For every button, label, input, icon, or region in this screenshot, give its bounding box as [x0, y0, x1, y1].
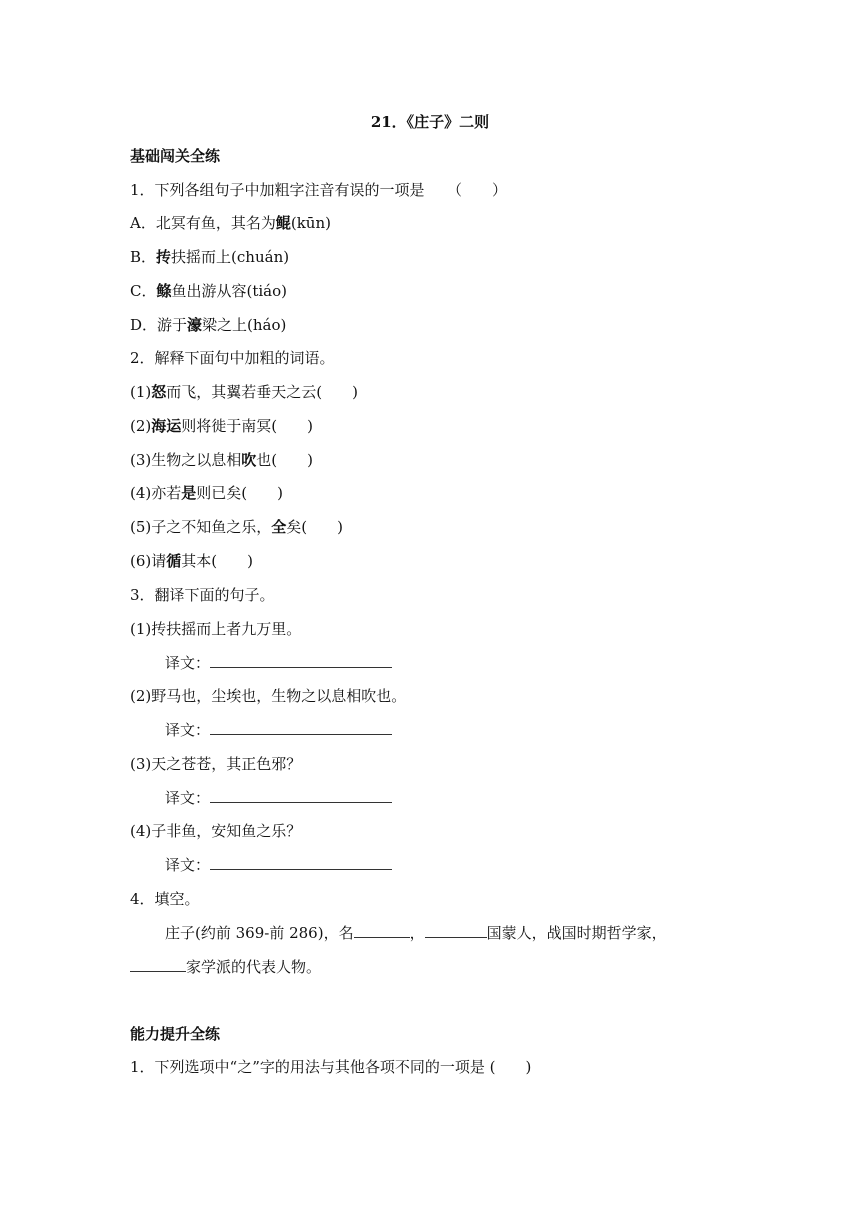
fill-text: 家学派的代表人物。 — [186, 958, 322, 976]
item-text: 则已矣( ) — [196, 484, 283, 502]
item-text: 而飞，其翼若垂天之云( ) — [166, 383, 358, 401]
fill-text: ， — [409, 924, 425, 942]
question-3-sentence-1: (1)抟扶摇而上者九万里。 — [130, 620, 302, 638]
item-text: (5)子之不知鱼之乐， — [130, 518, 272, 536]
bold-char: 抟 — [156, 248, 172, 266]
translation-answer-1 — [165, 653, 392, 673]
section-heading-advanced: 能力提升全练 — [130, 1025, 221, 1043]
answer-label: 译文： — [165, 721, 211, 739]
question-1-stem: 1．下列各组句子中加粗字注音有误的一项是 （ ） — [130, 181, 508, 199]
answer-label: 译文： — [165, 789, 211, 807]
answer-line[interactable] — [210, 788, 392, 803]
answer-line[interactable] — [210, 720, 392, 735]
question-5-stem: 1．下列选项中“之”字的用法与其他各项不同的一项是 ( ) — [130, 1058, 532, 1076]
translation-answer-3 — [165, 788, 392, 808]
question-4-fill-line-1 — [165, 923, 667, 943]
item-text: 矣( ) — [286, 518, 343, 536]
bold-char: 鲦 — [156, 282, 172, 300]
question-1-option-a — [130, 213, 331, 233]
fill-text: 庄子(约前 369-前 286)，名 — [165, 924, 354, 942]
answer-line[interactable] — [210, 653, 392, 668]
option-text: A．北冥有鱼，其名为 — [130, 214, 276, 232]
option-text: 鱼出游从容(tiáo) — [171, 282, 288, 300]
question-2-item-4 — [130, 483, 283, 503]
question-2-item-3 — [130, 450, 313, 470]
question-3-sentence-4: (4)子非鱼，安知鱼之乐？ — [130, 822, 302, 840]
question-1-option-b — [130, 247, 289, 267]
answer-label: 译文： — [165, 856, 211, 874]
question-4-stem: 4．填空。 — [130, 890, 200, 908]
page-title: 21．《庄子》二则 — [370, 113, 490, 131]
question-2-stem: 2．解释下面句中加粗的词语。 — [130, 349, 335, 367]
option-text: 扶摇而上(chuán) — [171, 248, 290, 266]
question-3-stem: 3．翻译下面的句子。 — [130, 586, 275, 604]
bold-char: 濠 — [187, 316, 203, 334]
option-text: 梁之上(háo) — [202, 316, 287, 334]
question-3-sentence-3: (3)天之苍苍，其正色邪？ — [130, 755, 302, 773]
translation-answer-2 — [165, 720, 392, 740]
fill-blank-name[interactable] — [354, 923, 410, 938]
option-text: (kūn) — [290, 214, 331, 232]
item-text: 则将徙于南冥( ) — [181, 417, 313, 435]
item-text: 也( ) — [256, 451, 313, 469]
bold-word: 是 — [181, 484, 197, 502]
item-text: 其本( ) — [181, 552, 253, 570]
section-heading-basic: 基础闯关全练 — [130, 147, 221, 165]
question-2-item-2 — [130, 416, 313, 436]
bold-word: 全 — [271, 518, 287, 536]
question-2-item-1 — [130, 382, 358, 402]
item-text: (4)亦若 — [130, 484, 182, 502]
fill-text: 国蒙人，战国时期哲学家， — [486, 924, 667, 942]
answer-line[interactable] — [210, 855, 392, 870]
item-text: (3)生物之以息相 — [130, 451, 242, 469]
question-1-option-c — [130, 281, 287, 301]
item-text: (2) — [130, 417, 152, 435]
bold-word: 循 — [166, 552, 182, 570]
bold-word: 吹 — [241, 451, 257, 469]
answer-label: 译文： — [165, 654, 211, 672]
fill-blank-state[interactable] — [425, 923, 487, 938]
bold-word: 海运 — [151, 417, 182, 435]
option-text: B． — [130, 248, 157, 266]
option-text: C． — [130, 282, 157, 300]
question-2-item-6 — [130, 551, 253, 571]
question-2-item-5 — [130, 517, 343, 537]
translation-answer-4 — [165, 855, 392, 875]
question-4-fill-line-2 — [130, 957, 321, 977]
bold-char: 鲲 — [275, 214, 291, 232]
bold-word: 怒 — [151, 383, 167, 401]
option-text: D．游于 — [130, 316, 188, 334]
question-1-option-d — [130, 315, 286, 335]
item-text: (6)请 — [130, 552, 167, 570]
fill-blank-school[interactable] — [130, 957, 186, 972]
question-3-sentence-2: (2)野马也，尘埃也，生物之以息相吹也。 — [130, 687, 407, 705]
item-text: (1) — [130, 383, 152, 401]
